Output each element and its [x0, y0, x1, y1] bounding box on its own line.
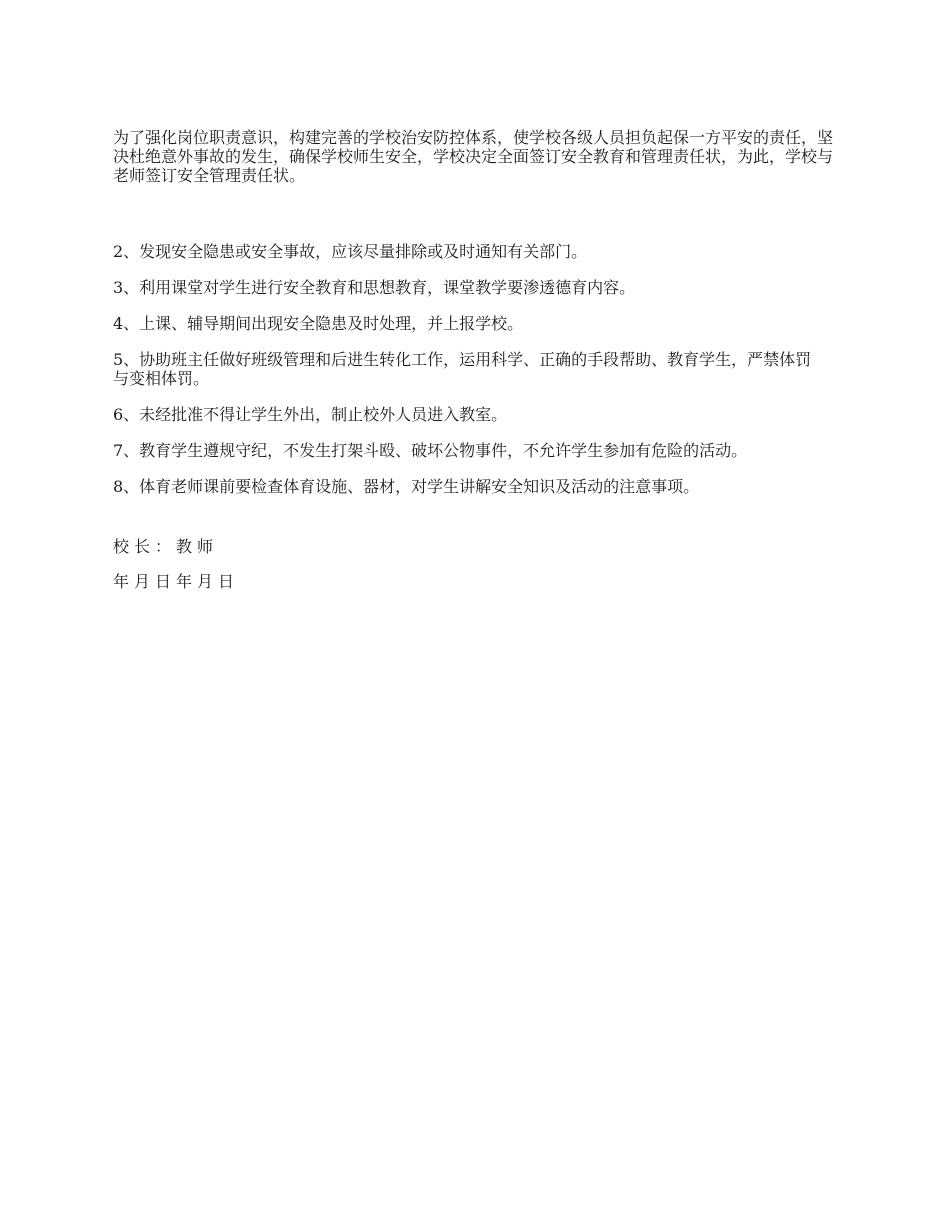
list-item: 4、上课、辅导期间出现安全隐患及时处理，并上报学校。 — [113, 314, 524, 333]
list-item: 6、未经批准不得让学生外出，制止校外人员进入教室。 — [113, 405, 508, 424]
list-item: 3、利用课堂对学生进行安全教育和思想教育，课堂教学要渗透德育内容。 — [113, 278, 636, 297]
list-item: 8、体育老师课前要检查体育设施、器材，对学生讲解安全知识及活动的注意事项。 — [113, 477, 700, 496]
list-item: 7、教育学生遵规守纪，不发生打架斗殴、破坏公物事件，不允许学生参加有危险的活动。 — [113, 441, 748, 460]
responsibility-list — [113, 242, 843, 496]
list-item: 2、发现安全隐患或安全事故，应该尽量排除或及时通知有关部门。 — [113, 242, 588, 261]
date-line: 年月日年月日 — [113, 572, 240, 591]
document-body — [113, 128, 843, 496]
intro-paragraph: 为了强化岗位职责意识，构建完善的学校治安防控体系，使学校各级人员担负起保一方平安的责任，坚决杜绝意外事故的发生，确保学校师生安全，学校决定全面签订安全教育和管理责任状，为此，学校与老师签订安全管理责任状。 — [113, 128, 834, 185]
signature-line: 校长：教师 — [113, 537, 219, 556]
list-item: 5、协助班主任做好班级管理和后进生转化工作，运用科学、正确的手段帮助、教育学生，严禁体罚与变相体罚。 — [113, 350, 812, 388]
